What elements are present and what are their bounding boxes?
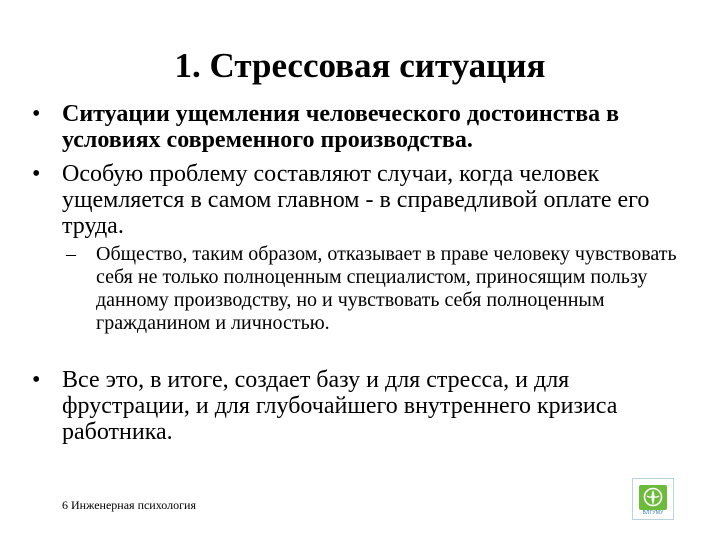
logo-caption: ВЛГУМУ <box>642 510 664 516</box>
bullet-marker: • <box>32 161 41 187</box>
slide-title: 1. Стрессовая ситуация <box>174 46 546 85</box>
sub-bullet-item <box>66 243 696 335</box>
bullet-text: Все это, в итоге, создает базу и для стресса, и для фрустрации, и для глубочайшего внутреннего кризиса работника. <box>62 367 618 445</box>
sub-bullet-marker: – <box>66 243 76 265</box>
bullet-marker: • <box>32 101 41 127</box>
sub-bullet-text: Общество, таким образом, отказывает в праве человеку чувствовать себя не только полноценным специалистом, приносящим пользу данному производству, но и чувствовать себя полноценным гражданином и личностью. <box>96 243 677 334</box>
bullet-marker: • <box>32 367 41 393</box>
bullet-item <box>32 161 682 239</box>
logo-emblem-icon <box>639 485 667 510</box>
university-logo-icon <box>632 478 674 520</box>
slide-footer: 6 Инженерная психология <box>62 498 196 512</box>
bullet-item <box>32 367 682 445</box>
bullet-text: Ситуации ущемления человеческого достоинства в условиях современного производства. <box>62 101 620 153</box>
bullet-item <box>32 101 682 153</box>
bullet-text: Особую проблему составляют случаи, когда человек ущемляется в самом главном - в справедливой оплате его труда. <box>62 161 650 239</box>
